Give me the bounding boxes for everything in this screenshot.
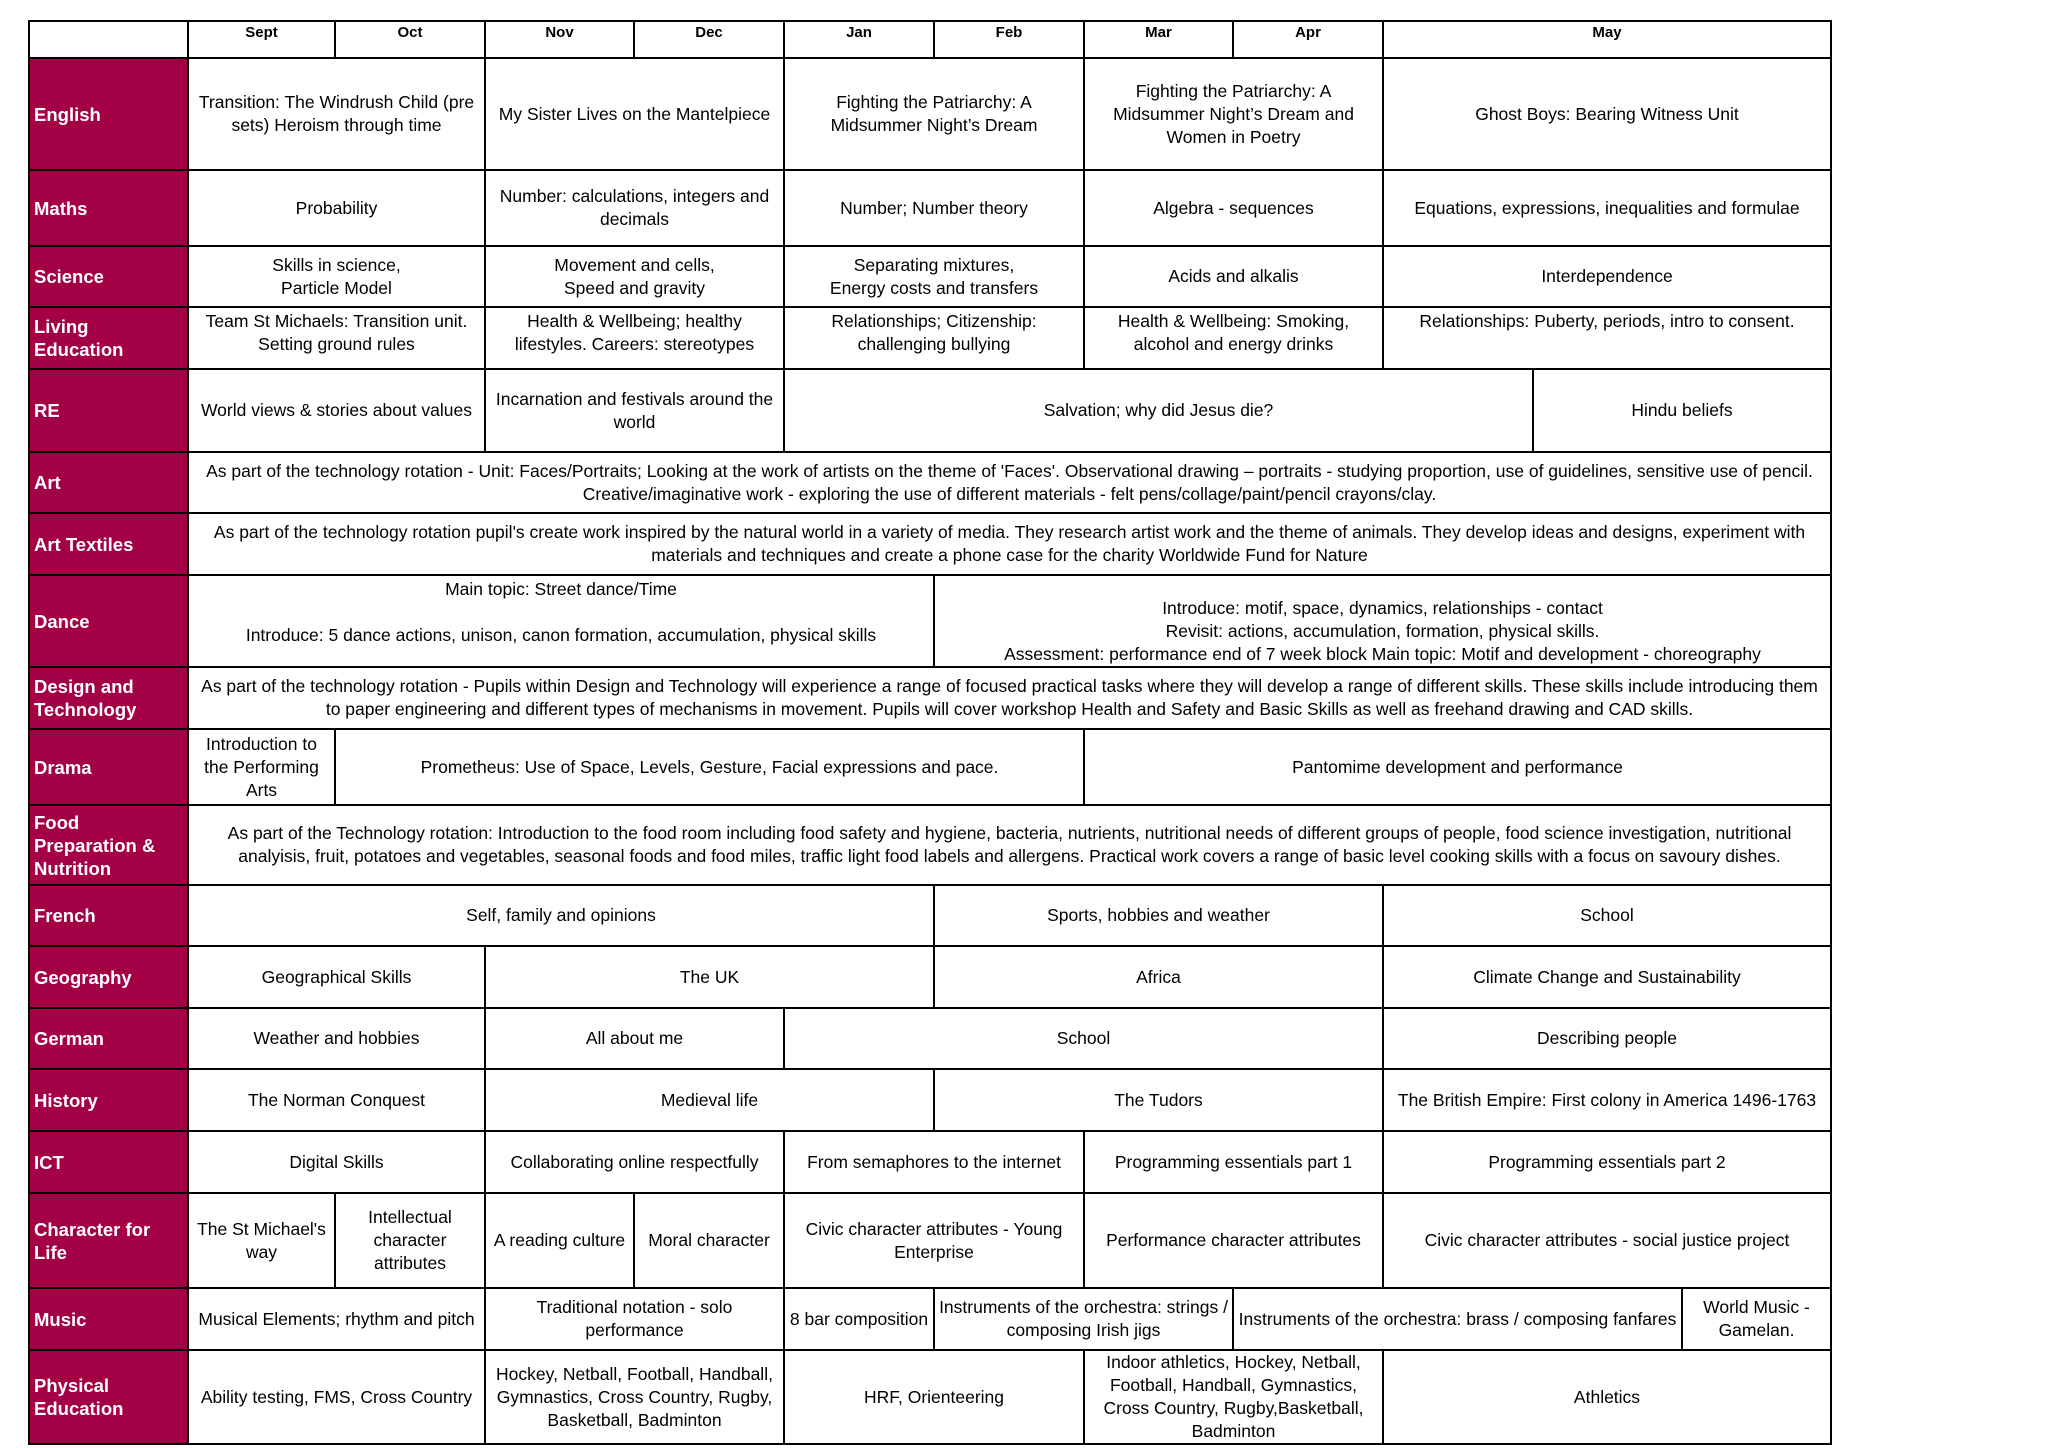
living-jan-feb: Relationships; Citizenship: challenging bullying xyxy=(784,307,1084,369)
row-pe xyxy=(29,1350,1831,1444)
english-sept-oct: Transition: The Windrush Child (pre sets) Heroism through time xyxy=(188,58,485,170)
subject-dance: Dance xyxy=(29,575,188,667)
subject-pe: Physical Education xyxy=(29,1350,188,1444)
dt-all-year: As part of the technology rotation - Pupils within Design and Technology will experience a range of focused practical tasks where they will develop a range of different skills. These skills include introducing them to paper engineering and different types of mechanisms in movement. Pupils will cover workshop Health and Safety and Basic Skills as well as freehand drawing and CAD skills. xyxy=(188,667,1831,729)
row-geography xyxy=(29,946,1831,1008)
subject-re: RE xyxy=(29,369,188,452)
music-feb-mar: Instruments of the orchestra: strings / composing Irish jigs xyxy=(934,1288,1233,1350)
drama-mar-jun: Pantomime development and performance xyxy=(1084,729,1831,805)
corner-cell xyxy=(29,21,188,58)
month-oct: Oct xyxy=(335,21,485,58)
row-food xyxy=(29,805,1831,885)
character-mar-apr: Performance character attributes xyxy=(1084,1193,1383,1288)
dance-introduce: Introduce: 5 dance actions, unison, canon formation, accumulation, physical skills xyxy=(245,625,877,645)
month-mar: Mar xyxy=(1084,21,1233,58)
science-jan-feb-line-2: Energy costs and transfers xyxy=(829,277,1039,298)
history-sept-oct: The Norman Conquest xyxy=(188,1069,485,1131)
subject-history: History xyxy=(29,1069,188,1131)
subject-maths: Maths xyxy=(29,170,188,246)
subject-french: French xyxy=(29,885,188,946)
row-history xyxy=(29,1069,1831,1131)
subject-ict: ICT xyxy=(29,1131,188,1193)
living-may-jun: Relationships: Puberty, periods, intro to consent. xyxy=(1383,307,1831,369)
science-nov-dec-line-1: Movement and cells, xyxy=(554,254,715,275)
art-all-year: As part of the technology rotation - Unit: Faces/Portraits; Looking at the work of artists on the theme of 'Faces'. Observational drawing – portraits - studying proportion, use of guidelines, sensitive use of pencil. Creative/imaginative work - exploring the use of different materials - felt pens/collage/paint/pencil crayons/clay. xyxy=(188,452,1831,513)
english-nov-dec: My Sister Lives on the Mantelpiece xyxy=(485,58,784,170)
living-nov-dec: Health & Wellbeing; healthy lifestyles. Careers: stereotypes xyxy=(485,307,784,369)
ict-nov-dec: Collaborating online respectfully xyxy=(485,1131,784,1193)
subject-art: Art xyxy=(29,452,188,513)
science-nov-dec-line-2: Speed and gravity xyxy=(563,277,706,298)
row-french xyxy=(29,885,1831,946)
subject-music: Music xyxy=(29,1288,188,1350)
german-sept-oct: Weather and hobbies xyxy=(188,1008,485,1069)
subject-english: English xyxy=(29,58,188,170)
science-sept-oct xyxy=(188,246,485,307)
subject-drama: Drama xyxy=(29,729,188,805)
maths-nov-dec: Number: calculations, integers and decimals xyxy=(485,170,784,246)
month-header-row xyxy=(29,21,1831,58)
ict-sept-oct: Digital Skills xyxy=(188,1131,485,1193)
row-ict xyxy=(29,1131,1831,1193)
re-may-jun: Hindu beliefs xyxy=(1533,369,1831,452)
month-dec: Dec xyxy=(634,21,784,58)
science-jan-feb-line-1: Separating mixtures, xyxy=(853,254,1015,275)
row-maths xyxy=(29,170,1831,246)
science-may-jun: Interdependence xyxy=(1383,246,1831,307)
history-nov-jan: Medieval life xyxy=(485,1069,934,1131)
french-sept-jan: Self, family and opinions xyxy=(188,885,934,946)
dance-blank-line xyxy=(193,601,929,624)
english-mar-apr: Fighting the Patriarchy: A Midsummer Night’s Dream and Women in Poetry xyxy=(1084,58,1383,170)
subject-living-education: Living Education xyxy=(29,307,188,369)
re-nov-dec: Incarnation and festivals around the world xyxy=(485,369,784,452)
subject-geography: Geography xyxy=(29,946,188,1008)
living-mar-apr: Health & Wellbeing: Smoking, alcohol and energy drinks xyxy=(1084,307,1383,369)
row-living-education xyxy=(29,307,1831,369)
dance-introduce-2: Introduce: motif, space, dynamics, relationships - contact xyxy=(1162,598,1603,618)
month-may: May xyxy=(1383,21,1831,58)
music-jun: World Music - Gamelan. xyxy=(1682,1288,1831,1350)
pe-may-jun: Athletics xyxy=(1383,1350,1831,1444)
drama-oct-feb: Prometheus: Use of Space, Levels, Gesture, Facial expressions and pace. xyxy=(335,729,1084,805)
english-jan-feb: Fighting the Patriarchy: A Midsummer Night’s Dream xyxy=(784,58,1084,170)
month-feb: Feb xyxy=(934,21,1084,58)
month-sept: Sept xyxy=(188,21,335,58)
history-feb-apr: The Tudors xyxy=(934,1069,1383,1131)
subject-character: Character for Life xyxy=(29,1193,188,1288)
subject-german: German xyxy=(29,1008,188,1069)
pe-jan-feb: HRF, Orienteering xyxy=(784,1350,1084,1444)
pe-sept-oct: Ability testing, FMS, Cross Country xyxy=(188,1350,485,1444)
row-dance xyxy=(29,575,1831,667)
science-mar-apr: Acids and alkalis xyxy=(1084,246,1383,307)
row-music xyxy=(29,1288,1831,1350)
geography-may-jun: Climate Change and Sustainability xyxy=(1383,946,1831,1008)
subject-food: Food Preparation & Nutrition xyxy=(29,805,188,885)
row-german xyxy=(29,1008,1831,1069)
month-nov: Nov xyxy=(485,21,634,58)
geography-sept-oct: Geographical Skills xyxy=(188,946,485,1008)
dance-main-topic: Main topic: Street dance/Time xyxy=(445,579,677,599)
geography-feb-apr: Africa xyxy=(934,946,1383,1008)
row-design-technology xyxy=(29,667,1831,729)
curriculum-table xyxy=(28,20,1832,1445)
character-oct: Intellectual character attributes xyxy=(335,1193,485,1288)
row-english xyxy=(29,58,1831,170)
german-jan-apr: School xyxy=(784,1008,1383,1069)
music-jan: 8 bar composition xyxy=(784,1288,934,1350)
row-art xyxy=(29,452,1831,513)
ict-may-jun: Programming essentials part 2 xyxy=(1383,1131,1831,1193)
science-jan-feb xyxy=(784,246,1084,307)
row-science xyxy=(29,246,1831,307)
science-sept-oct-line-1: Skills in science, xyxy=(272,254,401,275)
row-art-textiles xyxy=(29,513,1831,575)
character-nov: A reading culture xyxy=(485,1193,634,1288)
english-may-jun: Ghost Boys: Bearing Witness Unit xyxy=(1383,58,1831,170)
food-all-year: As part of the Technology rotation: Introduction to the food room including food safety and hygiene, bacteria, nutrients, nutritional needs of different groups of people, food science investigation, nutritional analyisis, fruit, potatoes and vegetables, seasonal foods and food miles, traffic light food labels and allergens. Practical work covers a range of basic level cooking skills with a focus on savoury dishes. xyxy=(188,805,1831,885)
character-jan-feb: Civic character attributes - Young Enterprise xyxy=(784,1193,1084,1288)
french-may-jun: School xyxy=(1383,885,1831,946)
maths-may-jun: Equations, expressions, inequalities and formulae xyxy=(1383,170,1831,246)
character-may-jun: Civic character attributes - social justice project xyxy=(1383,1193,1831,1288)
subject-design-technology: Design and Technology xyxy=(29,667,188,729)
re-sept-oct: World views & stories about values xyxy=(188,369,485,452)
geography-nov-jan: The UK xyxy=(485,946,934,1008)
ict-jan-feb: From semaphores to the internet xyxy=(784,1131,1084,1193)
science-nov-dec xyxy=(485,246,784,307)
month-apr: Apr xyxy=(1233,21,1383,58)
history-may-jun: The British Empire: First colony in America 1496-1763 xyxy=(1383,1069,1831,1131)
character-sept: The St Michael's way xyxy=(188,1193,335,1288)
pe-nov-dec: Hockey, Netball, Football, Handball, Gymnastics, Cross Country, Rugby, Basketball, Badminton xyxy=(485,1350,784,1444)
living-sept-oct-line-1: Team St Michaels: Transition unit. xyxy=(205,311,468,331)
subject-art-textiles: Art Textiles xyxy=(29,513,188,575)
maths-mar-apr: Algebra - sequences xyxy=(1084,170,1383,246)
german-may-jun: Describing people xyxy=(1383,1008,1831,1069)
pe-mar-apr: Indoor athletics, Hockey, Netball, Football, Handball, Gymnastics, Cross Country, Rugby,Basketball, Badminton xyxy=(1084,1350,1383,1444)
row-character xyxy=(29,1193,1831,1288)
dance-assessment: Assessment: performance end of 7 week block Main topic: Motif and development - choreography xyxy=(1004,644,1761,664)
dance-revisit: Revisit: actions, accumulation, formation, physical skills. xyxy=(1165,621,1600,641)
row-drama xyxy=(29,729,1831,805)
living-sept-oct xyxy=(188,307,485,369)
dance-sept-jan xyxy=(188,575,934,667)
maths-jan-feb: Number; Number theory xyxy=(784,170,1084,246)
dance-feb-jun xyxy=(934,575,1831,667)
art-textiles-all-year: As part of the technology rotation pupil's create work inspired by the natural world in a variety of media. They research artist work and the theme of animals. They develop ideas and designs, experiment with materials and techniques and create a phone case for the charity Worldwide Fund for Nature xyxy=(188,513,1831,575)
re-jan-may: Salvation; why did Jesus die? xyxy=(784,369,1533,452)
month-jan: Jan xyxy=(784,21,934,58)
character-dec: Moral character xyxy=(634,1193,784,1288)
living-sept-oct-line-2: Setting ground rules xyxy=(258,334,415,354)
music-apr-may: Instruments of the orchestra: brass / composing fanfares xyxy=(1233,1288,1682,1350)
science-sept-oct-line-2: Particle Model xyxy=(281,277,392,298)
french-feb-apr: Sports, hobbies and weather xyxy=(934,885,1383,946)
maths-sept-oct: Probability xyxy=(188,170,485,246)
music-nov-dec: Traditional notation - solo performance xyxy=(485,1288,784,1350)
german-nov-dec: All about me xyxy=(485,1008,784,1069)
subject-science: Science xyxy=(29,246,188,307)
drama-sept: Introduction to the Performing Arts xyxy=(188,729,335,805)
ict-mar-apr: Programming essentials part 1 xyxy=(1084,1131,1383,1193)
row-re xyxy=(29,369,1831,452)
music-sept-oct: Musical Elements; rhythm and pitch xyxy=(188,1288,485,1350)
